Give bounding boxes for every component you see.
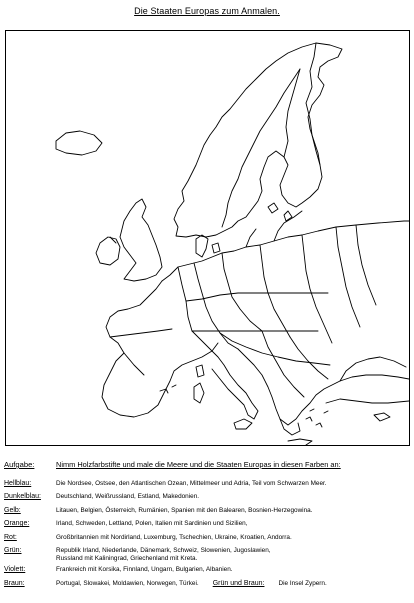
color-label: Braun:	[4, 579, 25, 587]
color-label: Grün:	[4, 547, 22, 555]
gruen-braun-label: Grün und Braun:	[212, 579, 265, 587]
color-label: Violett:	[4, 566, 26, 574]
color-text	[56, 580, 412, 588]
color-text: Litauen, Belgien, Österreich, Rumänien, Spanien mit den Balearen, Bosnien-Herzegowina.	[56, 506, 313, 514]
color-row-braun	[4, 580, 412, 589]
braun-text: Portugal, Slowakei, Moldawien, Norwegen, Türkei.	[56, 579, 199, 587]
scandinavia-outline	[174, 43, 342, 237]
color-text: Frankreich mit Korsika, Finnland, Ungarn, Bulgarien, Albanien.	[56, 566, 233, 574]
color-row-violett	[4, 566, 412, 575]
color-row-rot	[4, 534, 412, 543]
color-text: Deutschland, Weißrussland, Estland, Makedonien.	[56, 493, 200, 501]
ireland-outline	[96, 237, 120, 265]
color-row-orange	[4, 520, 412, 529]
sardinia-outline	[194, 383, 204, 403]
europe-map	[5, 30, 410, 446]
color-label: Orange:	[4, 520, 30, 528]
color-label: Gelb:	[4, 506, 21, 514]
color-row-dunkelblau	[4, 493, 412, 502]
color-text-line1: Republik Irland, Niederlande, Dänemark, Schweiz, Slowenien, Jugoslawien,	[56, 547, 271, 555]
color-label: Dunkelblau:	[4, 493, 41, 501]
page-title: Die Staaten Europas zum Anmalen.	[134, 6, 280, 16]
italy-outline	[212, 351, 258, 419]
crete-outline	[288, 439, 312, 445]
color-label: Hellblau:	[4, 479, 32, 487]
color-row-gelb	[4, 507, 412, 516]
color-text: Irland, Schweden, Lettland, Polen, Italien mit Sardinien und Sizilien,	[56, 520, 248, 528]
color-text	[56, 547, 412, 562]
color-label: Rot:	[4, 533, 17, 541]
task-row	[4, 461, 412, 470]
color-row-gruen	[4, 547, 412, 562]
task-label: Aufgabe:	[4, 460, 35, 469]
great-britain-outline	[120, 199, 162, 281]
balkan-coast	[238, 349, 340, 425]
gruen-braun-text: Die Insel Zypern.	[278, 579, 327, 587]
color-row-hellblau	[4, 480, 412, 489]
iceland-outline	[56, 131, 102, 155]
sicily-outline	[234, 419, 252, 429]
mainland-outline	[162, 221, 409, 281]
sweden-finland-border	[284, 69, 300, 157]
denmark-outline	[196, 235, 208, 257]
task-text: Nimm Holzfarbstifte und male die Meere und die Staaten Europas in diesen Farben an:	[56, 460, 341, 469]
color-text: Großbritannien mit Nordirland, Luxemburg, Tschechien, Ukraine, Kroatien, Andorra.	[56, 533, 292, 541]
legend	[4, 461, 412, 593]
color-text-line2: Russland mit Kaliningrad, Griechenland mit Kreta.	[56, 554, 198, 562]
west-coast	[102, 281, 218, 417]
color-text: Die Nordsee, Ostsee, den Atlantischen Ozean, Mittelmeer und Adria, Teil vom Schwarzen Meer.	[56, 479, 327, 487]
